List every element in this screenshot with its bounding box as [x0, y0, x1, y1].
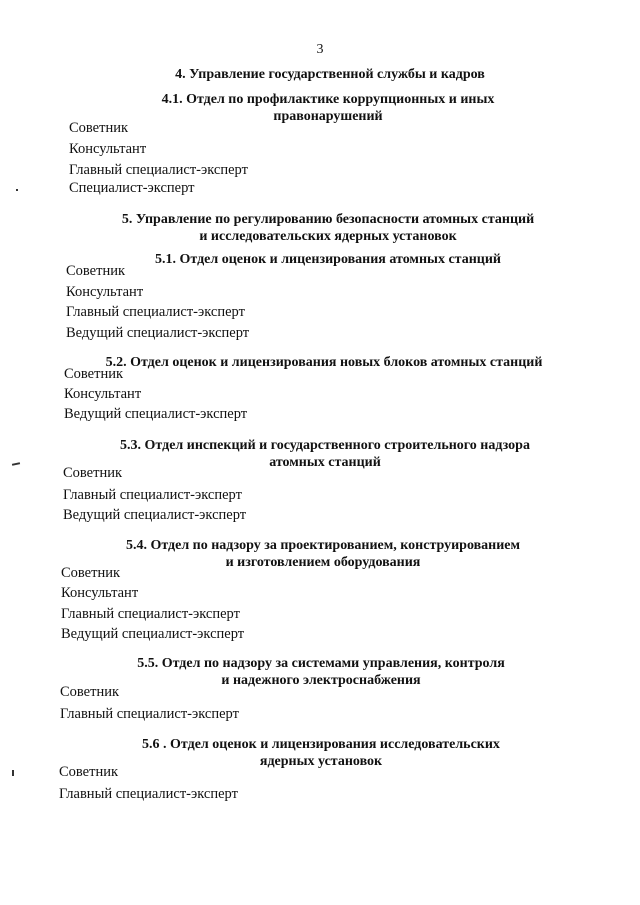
position-item: Советник [61, 565, 121, 581]
heading-line: 5. Управление по регулированию безопасности атомных станций [121, 212, 535, 227]
position-item: Консультант [61, 585, 139, 601]
heading-line: 5.6 . Отдел оценок и лицензирования исследовательских [142, 737, 500, 752]
heading-line: 5.3. Отдел инспекций и государственного строительного надзора [120, 438, 530, 453]
position-item: Главный специалист-эксперт [69, 162, 248, 178]
position-item: Консультант [64, 386, 142, 402]
position-item: Главный специалист-эксперт [63, 487, 242, 503]
position-item: Ведущий специалист-эксперт [63, 507, 247, 523]
heading-line: правонарушений [273, 109, 383, 124]
scan-mark [16, 189, 18, 191]
position-item: Ведущий специалист-эксперт [64, 406, 248, 422]
position-item: Советник [59, 764, 119, 780]
position-item: Ведущий специалист-эксперт [61, 626, 245, 642]
position-item: Главный специалист-эксперт [61, 606, 240, 622]
position-item: Консультант [69, 141, 147, 157]
position-item: Советник [63, 465, 123, 481]
position-item: Советник [64, 366, 124, 382]
section-heading-5 [0, 211, 640, 245]
heading-line: и изготовлением оборудования [225, 555, 421, 570]
position-item: Советник [60, 684, 120, 700]
position-item: Главный специалист-эксперт [60, 706, 239, 722]
heading-line: ядерных установок [259, 754, 383, 769]
heading-line: 5.2. Отдел оценок и лицензирования новых блоков атомных станций [105, 355, 543, 370]
heading-line: 4.1. Отдел по профилактике коррупционных и иных [161, 92, 495, 107]
position-item: Советник [66, 263, 126, 279]
position-item: Главный специалист-эксперт [59, 786, 238, 802]
position-item: Специалист-эксперт [69, 180, 195, 196]
heading-line: 4. Управление государственной службы и кадров [175, 67, 485, 82]
heading-line: и надежного электроснабжения [221, 673, 421, 688]
scan-mark [12, 770, 14, 776]
position-item: Консультант [66, 284, 144, 300]
heading-line: атомных станций [269, 455, 381, 470]
heading-line: 5.1. Отдел оценок и лицензирования атомных станций [154, 252, 501, 267]
section-heading-4 [0, 66, 640, 83]
heading-line: и исследовательских ядерных установок [199, 229, 457, 244]
position-item: Главный специалист-эксперт [66, 304, 245, 320]
position-item: Советник [69, 120, 129, 136]
heading-line: 5.5. Отдел по надзору за системами управления, контроля [137, 656, 505, 671]
heading-line: 5.4. Отдел по надзору за проектированием, конструированием [125, 538, 521, 553]
position-item: Ведущий специалист-эксперт [66, 325, 250, 341]
page-number: 3 [316, 42, 324, 57]
